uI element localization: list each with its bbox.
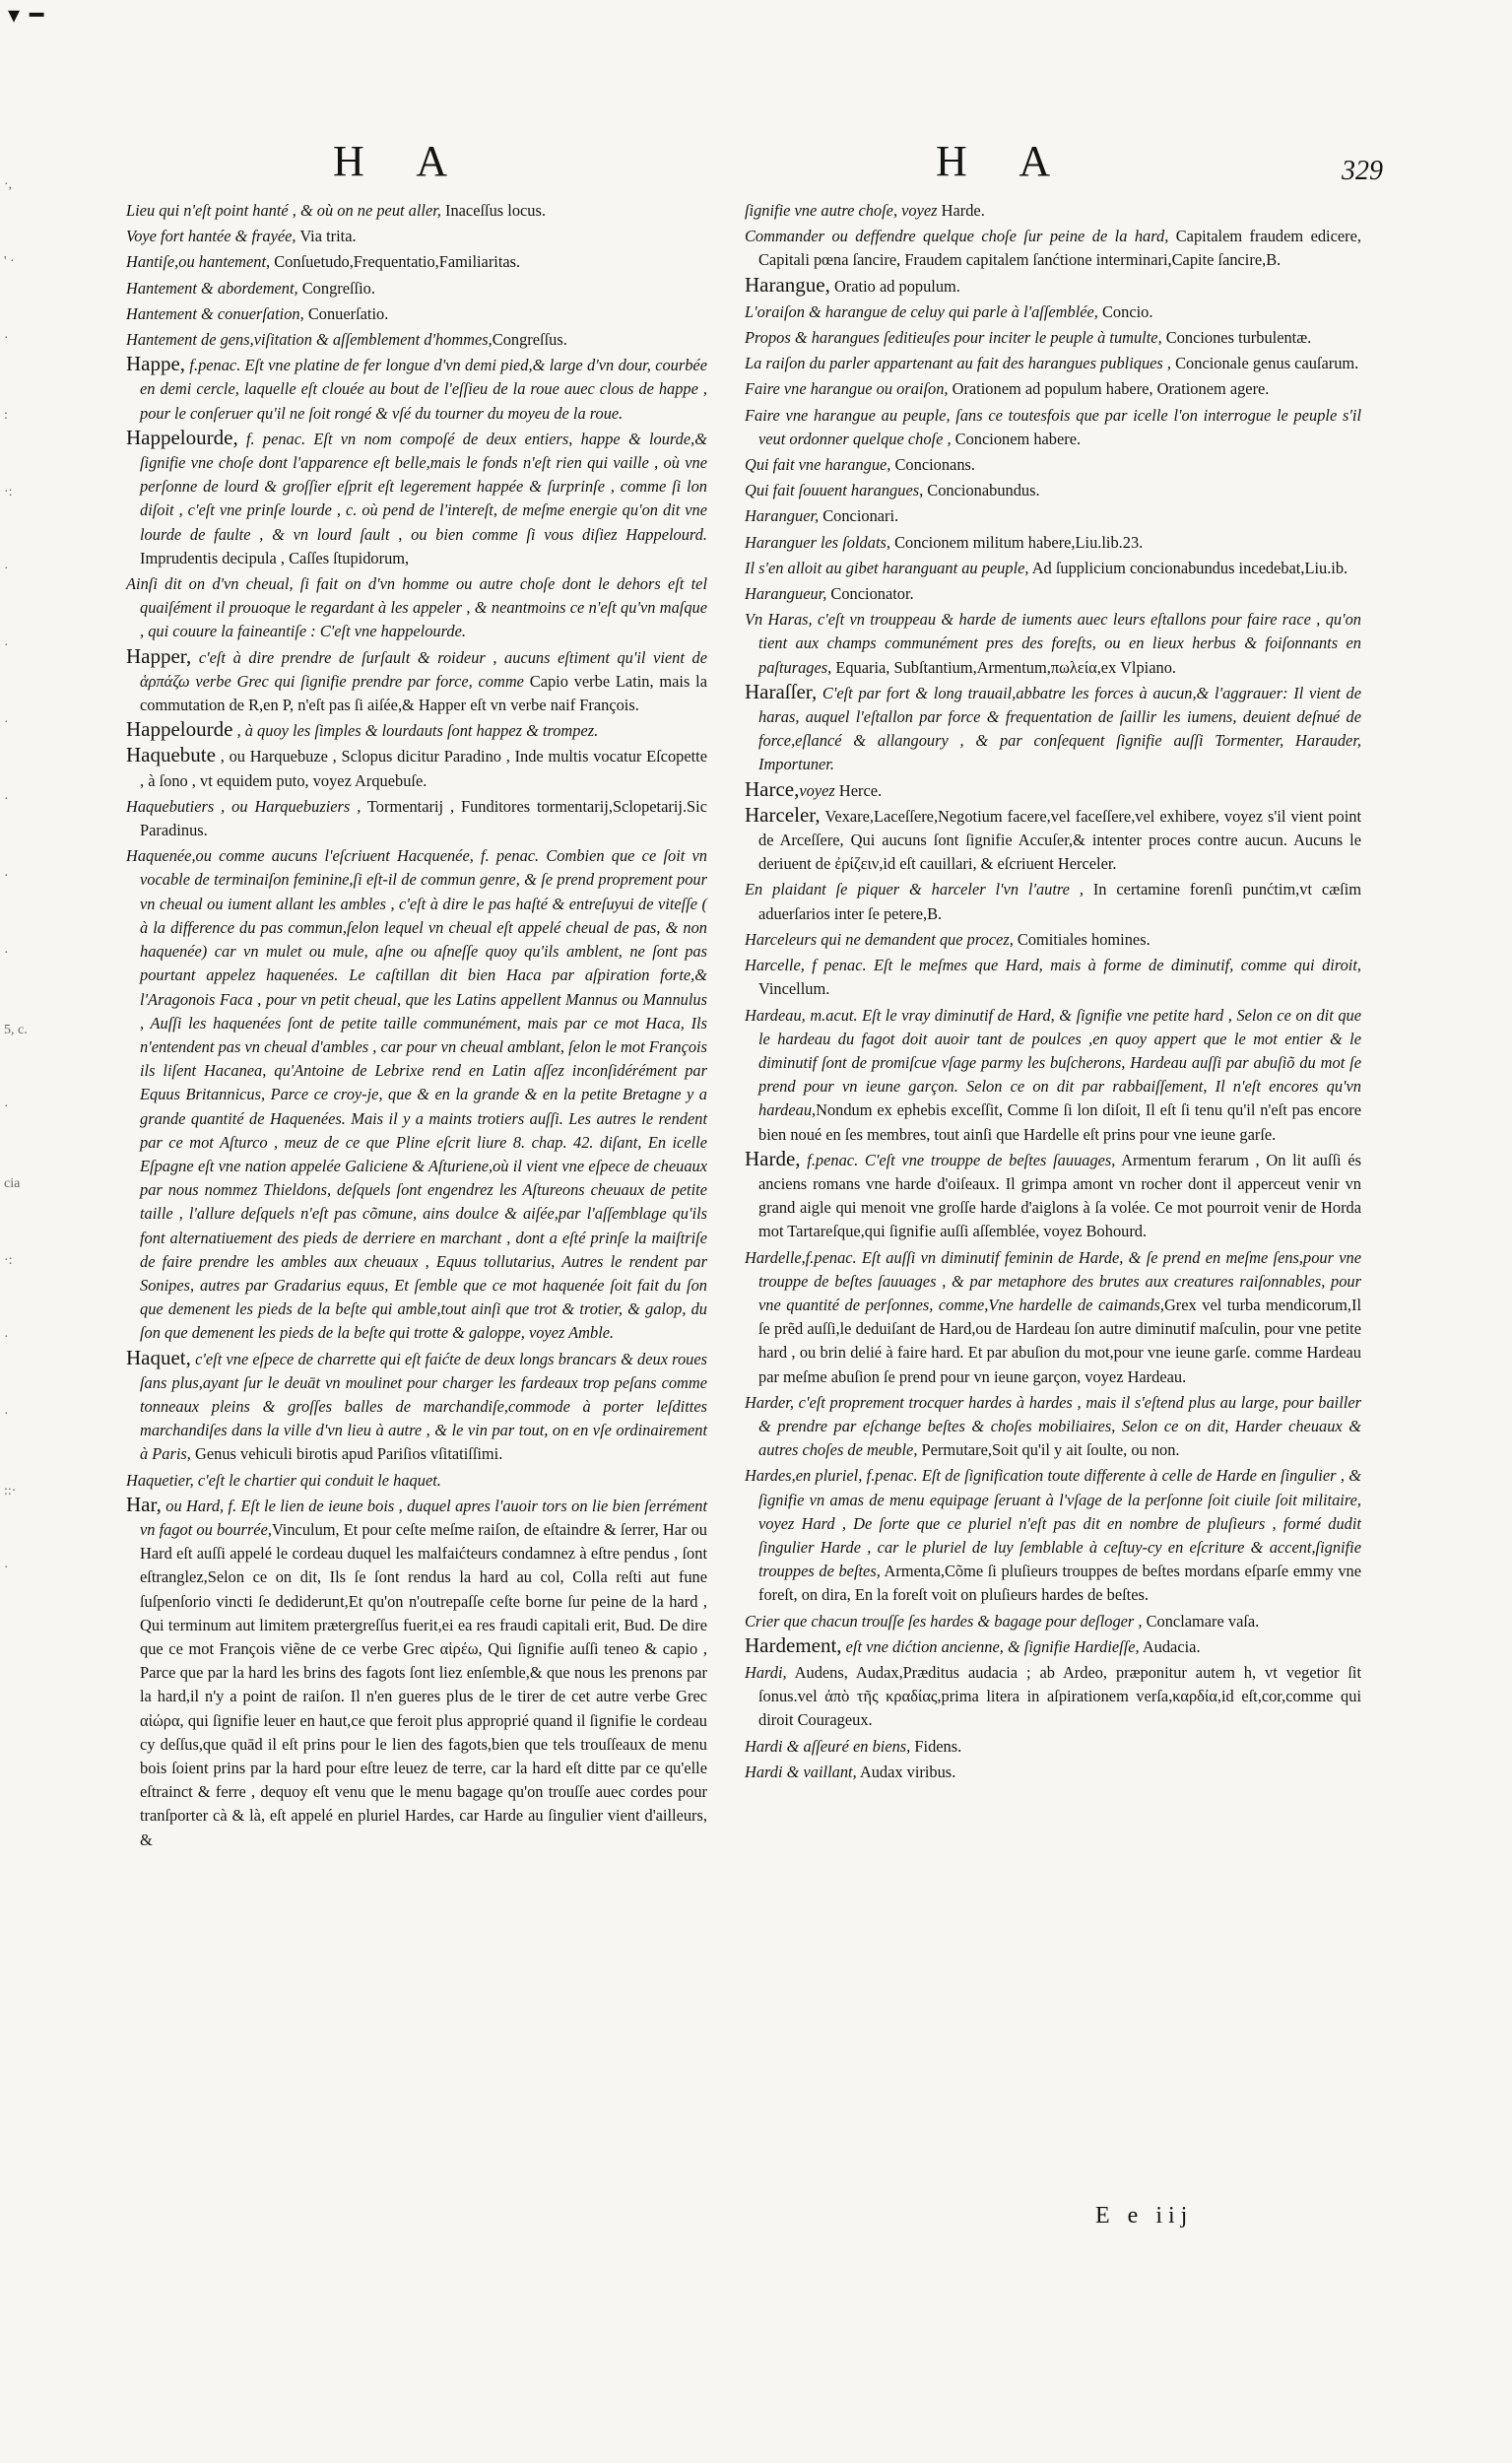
entry-latin-text: Concio.: [1097, 301, 1153, 321]
entry-french-text: Hardi & vaillant,: [745, 1762, 857, 1781]
entry-french-text: ſignifie vne autre choſe, voyez: [745, 201, 938, 220]
entry-latin-text: Vinculum, Et pour ceſte meſme raiſon, de eſtaindre & ſerrer, Har ou Hard eſt auſſi appelé le cordeau duquel les malfaićteurs condamnez à eſtre pendus , ſont eſtranglez,Selon ce on dit, Ils ſe ſont rendus la hard au col, Colla reſti aut fune ſuſpenſorio vincti ſe dediderunt,Et qu'on n'outrepaſſe ceſte borne ſur peine de la hard , Qui terminum aut limitem prætergreſſus fuerit,ei ea res fraudi capitali erit, Bud. De dire que ce mot François viẽne de ce verbe Grec αἱρέω, Qui ſignifie auſſi teneo & capio , Parce que par la hard les brins des fagots ſont liez enſemble,& que nous les prenons par la hard,il n'y a point de raiſon. Il n'en gueres plus de le tirer de cet autre verbe Grec αἰώρα, qui ſignifie leuer en haut,ce que feroit plus approprié quand il ſignifie le cordeau cy deſſus,que quād il eſt prins pour le lien des fagots,bien que tels trouſſeaux de menu bois ſoient prins par la hard pour eſtre leuez de terre, car la hard eſt ditte par ce qu'elle eſtrainct & ferre , dequoy eſt venu que le menu bagage qu'on trouſſe auec cordes pour tranſporter cà & là, eſt appelé en pluriel Hardes, car Harde au ſingulier vient d'ailleurs, &: [140, 1519, 707, 1849]
entry-latin-text: Concionem habere.: [951, 429, 1082, 448]
entry-latin-text: Imprudentis decipula , Caſſes ſtupidorum,: [140, 548, 410, 567]
dictionary-entry: [745, 926, 1361, 952]
dictionary-entry: [745, 1147, 1361, 1244]
dictionary-entry: [745, 223, 1361, 272]
entry-latin-text: Permutare,Soit qu'il y ait ſoulte, ou non.: [917, 1440, 1180, 1460]
entry-latin-text: Herce.: [834, 780, 883, 800]
dictionary-entry: [745, 1002, 1361, 1147]
entry-french-text: Propos & harangues ſeditieuſes pour inciter le peuple à tumulte,: [745, 328, 1162, 348]
entry-french-text: Il s'en alloit au gibet haranguant au peuple,: [745, 558, 1029, 577]
entry-latin-text: In certamine forenſi punćtim,vt cæſim aduerſarios inter ſe petere,B.: [758, 880, 1361, 923]
margin-mark: ·: [4, 946, 9, 961]
entry-french-text: Hantement de gens,viſitation & aſſemblement d'hommes,: [126, 330, 493, 350]
entry-latin-text: Comitiales homines.: [1013, 929, 1150, 949]
entry-latin-text: Concionator.: [826, 584, 914, 604]
entry-latin-text: Conciones turbulentæ.: [1161, 328, 1312, 348]
entry-french-text: Harcelle, f penac. Eſt le meſmes que Hard, mais à forme de diminutif, comme qui diroit,: [745, 956, 1361, 975]
entry-latin-text: Fidens.: [910, 1736, 962, 1756]
entry-french-text: Hantement & conuerſation,: [126, 303, 304, 323]
dictionary-entry: [745, 606, 1361, 680]
margin-mark: ·: [4, 1099, 9, 1114]
entry-french-text: Harangueur,: [745, 584, 827, 604]
entry-latin-text: Ad ſupplicium concionabundus incedebat,Liu.ib.: [1028, 558, 1348, 577]
entry-latin-text: , ou Harquebuze , Sclopus dicitur Paradino , Inde multis vocatur Eſcopette , à ſono , vt equidem puto, voyez Arquebuſe.: [140, 747, 707, 790]
margin-mark: ' ·: [4, 254, 15, 269]
margin-mark: cia: [4, 1176, 21, 1191]
dictionary-entry: [126, 300, 707, 326]
dictionary-entry: [745, 273, 1361, 299]
entry-headword: Harceler,: [745, 802, 821, 827]
entry-latin-text: Orationem ad populum habere, Orationem agere.: [948, 379, 1270, 399]
dictionary-entry: [745, 1633, 1361, 1659]
entry-latin-text: Conuerſatio.: [303, 303, 389, 323]
dictionary-entry: [745, 555, 1361, 580]
entry-french-text: Voye fort hantée & frayée,: [126, 227, 296, 246]
entry-headword: Haraſſer,: [745, 679, 818, 703]
entry-latin-text: Congreſſus.: [492, 330, 567, 350]
entry-latin-text: Grex vel turba mendicorum,Il ſe prẽd auſſi,le deduiſant de Hard,ou de Hardeau ſon autre diminutif maſculin, pour vne petite hard , ou brin delié à faire hard. Et par abuſion du mot,pour vne ieune garſe. comme Hardeau par meſme abuſion ſe prend pour vn ieune garçon, voyez Hardeau.: [758, 1295, 1362, 1386]
entry-headword: Hardement,: [745, 1632, 842, 1657]
entry-latin-text: Oratio ad populum.: [829, 276, 960, 296]
entry-french-text: Harder, c'eſt proprement trocquer hardes à hardes , mais il s'eſtend plus au large, pour bailler & prendre par eſchange beſtes & choſes mobiliaires, Selon ce on dit, Harder cheuaux & autres choſes de meuble,: [745, 1392, 1361, 1460]
entry-latin-text: Harde.: [937, 201, 985, 220]
margin-mark: ·,: [4, 177, 13, 192]
entry-french-text: Vn Haras, c'eſt vn trouppeau & harde de iuments auec leurs eſtallons pour faire race , qu'on tient aux champs communément pres des foreſts, ou en lieux herbus & foiſonnants en paſturages,: [745, 610, 1361, 677]
entry-french-text: C'eſt par fort & long trauail,abbatre les forces à aucun,& l'aggrauer: Il vient de haras, auquel l'eſtallon par force & frequentation de ſaillir les iumens, deuient deſnué de force,eſlancé & allangoury , & par conſequent ſignifie auſſi Tormenter, Harauder, Importuner.: [758, 683, 1361, 774]
dictionary-entry: [745, 777, 1361, 803]
entry-french-text: c'eſt à dire prendre de ſurſault & roideur , aucuns eſtiment qu'il vient de ἁρπάζω verbe Grec qui ſignifie prendre par force, comme: [140, 647, 707, 691]
margin-mark: ·: [4, 562, 9, 576]
dictionary-entry: [745, 502, 1361, 528]
dictionary-entry: [745, 477, 1361, 502]
dictionary-entry: [126, 248, 707, 274]
dictionary-entry: [126, 326, 707, 352]
dictionary-entry: [745, 375, 1361, 401]
entry-latin-text: Capitalem fraudem edicere, Capitali pœna ſancire, Fraudem capitalem ſanćtione interminari,Capite ſancire,B.: [758, 227, 1361, 270]
entry-latin-text: Congreſſio.: [297, 278, 375, 298]
entry-latin-text: Armentum ferarum , On lit auſſi és anciens romans vne harde d'oiſeaux. Il grimpa amont vn rocher dont il apperceut venir vn grand aigle qui menoit vne groſſe harde d'aiglons à ſa volée. Ce mot pourroit venir de Horda mot Tartareſque,qui ſignifie auſſi aſſemblée, voyez Bohourd.: [758, 1150, 1361, 1241]
dictionary-entry: [126, 275, 707, 300]
dictionary-entry: [126, 793, 707, 842]
entry-french-text: Haquebutiers , ou Harquebuziers ,: [126, 796, 362, 816]
margin-mark: ·: [4, 792, 9, 807]
entry-latin-text: Concionans.: [890, 455, 975, 475]
dictionary-entry: [745, 1659, 1361, 1733]
entry-french-text: La raiſon du parler appartenant au fait des harangues publiques ,: [745, 354, 1171, 373]
dictionary-entry: [745, 402, 1361, 451]
entry-french-text: Qui fait ſouuent harangues,: [745, 481, 924, 500]
dictionary-entry: [126, 352, 707, 426]
entry-french-text: Hantement & abordement,: [126, 278, 298, 298]
corner-print-mark: ▾ ━: [8, 3, 46, 29]
entry-headword: Happelourde: [126, 717, 233, 742]
margin-mark: ·: [4, 331, 9, 346]
entry-latin-text: Concionem militum habere,Liu.lib.23.: [889, 532, 1144, 552]
running-head-left: H A: [333, 137, 470, 185]
entry-french-text: c'eſt vne eſpece de charrette qui eſt faićte de deux longs brancars & deux roues ſans plus,ayant ſur le deuāt vn moulinet pour charger les fardeaux trop peſans comme tonneaux pleins & groſſes balles de marchandiſe,commode à porter leſdittes marchandiſes dans la ville d'vn lieu à autre , & le vin par tout, on en vſe ordinairement à Paris,: [140, 1349, 707, 1464]
dictionary-entry: [745, 1733, 1361, 1759]
dictionary-entry: [745, 952, 1361, 1001]
entry-headword: Haquebute: [126, 743, 216, 767]
entry-french-text: Hardeau, m.acut. Eſt le vray diminutif de Hard, & ſignifie vne petite hard , Selon ce on dit que le hardeau du fagot doit auoir tant de poulces ,en quoy appert que le mot entier & le diminutif ſont de promiſcue vſage parmy les buſcherons, Hardeau auſſi par abuſiõ du mot ſe prend pour vn ieune garçon. Selon ce on dit par rabbaiſſement, Il n'eſt encores qu'vn hardeau,: [745, 1005, 1361, 1120]
dictionary-entry: [745, 529, 1361, 555]
margin-mark: ::·: [4, 1484, 17, 1498]
dictionary-entry: [126, 743, 707, 792]
entry-latin-text: Armenta,Cõme ſi pluſieurs trouppes de beſtes mordans eſparſe emmy vne foreſt, on dira, En la foreſt voit on pluſieurs hardes de beſtes.: [758, 1562, 1361, 1605]
entry-latin-text: Concionale genus cauſarum.: [1171, 354, 1359, 373]
dictionary-entry: [745, 1462, 1361, 1607]
margin-mark: ·: [4, 1561, 9, 1575]
dictionary-entry: [126, 1346, 707, 1467]
margin-mark: ·:: [4, 1253, 13, 1268]
dictionary-entry: [745, 580, 1361, 606]
dictionary-entry: [745, 1608, 1361, 1633]
entry-headword: Happe,: [126, 352, 186, 376]
entry-headword: Harangue,: [745, 272, 830, 297]
margin-mark: 5, c.: [4, 1023, 28, 1037]
entry-french-text: Crier que chacun trouſſe ſes hardes & bagage pour deſloger ,: [745, 1611, 1143, 1631]
entry-french-text: Hardes,en pluriel, f.penac. Eſt de ſignification toute differente à celle de Harde en ſingulier , & ſignifie vn amas de menu equipage ſeruant à l'vſage de la perſonne ſoit ciuile ſoit militaire, voyez Hard , De ſorte que ce pluriel n'eſt pas dit en nombre de pluſieurs , formé dudit ſingulier Harde , car le pluriel de luy ſemblable à ceſtuy-cy en eſcriture & accent,ſignifie trouppes de beſtes,: [745, 1466, 1361, 1581]
dictionary-entry: [126, 570, 707, 644]
printer-signature: E e iij: [1095, 2203, 1194, 2229]
right-column: [745, 197, 1361, 1784]
dictionary-entry: [745, 876, 1361, 925]
entry-latin-text: Concionabundus.: [923, 481, 1040, 500]
dictionary-entry: [745, 1389, 1361, 1463]
entry-headword: Happer,: [126, 643, 192, 668]
dictionary-entry: [126, 1493, 707, 1852]
margin-mark: :: [4, 408, 8, 423]
entry-headword: Haquet,: [126, 1345, 191, 1369]
dictionary-entry: [745, 324, 1361, 350]
entry-french-text: ou Hard, f. Eſt le lien de ieune bois , duquel apres l'auoir tors on lie bien ſerrément vn fagot ou bourrée,: [140, 1496, 707, 1539]
dictionary-entry: [745, 451, 1361, 477]
dictionary-entry: [126, 842, 707, 1345]
entry-french-text: Faire vne harangue au peuple, ſans ce toutesfois que par icelle l'on interrogue le peuple s'il veut ordonner quelque choſe ,: [745, 405, 1361, 448]
dictionary-entry: [126, 1467, 707, 1493]
entry-french-text: Lieu qui n'eſt point hanté , & où on ne peut aller,: [126, 201, 441, 220]
entry-french-text: Hardi,: [745, 1662, 787, 1682]
entry-french-text: Faire vne harangue ou oraiſon,: [745, 379, 949, 399]
dictionary-entry: [126, 426, 707, 570]
dictionary-entry: [126, 644, 707, 718]
margin-mark: ·: [4, 715, 9, 730]
entry-french-text: Harceleurs qui ne demandent que procez,: [745, 929, 1014, 949]
entry-latin-text: Via trita.: [296, 227, 357, 246]
entry-headword: Har,: [126, 1492, 162, 1516]
running-head-right: H A: [936, 137, 1073, 185]
entry-french-text: En plaidant ſe piquer & harceler l'vn l'autre ,: [745, 880, 1084, 899]
entry-french-text: f.penac. C'eſt vne trouppe de beſtes ſauuages,: [800, 1150, 1116, 1169]
entry-latin-text: Audens, Audax,Præditus audacia ; ab Ardeo, præponitur autem h, vt vegetior ſit ſonus.vel ἀπὸ τῆς κραδίας,prima litera in aſpirationem verſa,καρδία,id eſt,cor,comme qui diroit Courageux.: [758, 1662, 1361, 1730]
entry-headword: Happelourde,: [126, 425, 238, 449]
entry-french-text: Haranguer,: [745, 506, 820, 526]
dictionary-entry: [745, 1244, 1361, 1389]
entry-latin-text: Audacia.: [1139, 1636, 1201, 1656]
entry-french-text: f. penac. Eſt vn nom compoſé de deux entiers, happe & lourde,& ſignifie vne choſe dont l'apparence eſt belle,mais le fonds n'eſt rien qui vaille , où vne perſonne de lourd & groſſier eſprit eſt legerement happée & ſurprinſe , comme ſi lon diſoit , c'eſt vne prinſe lourde , c. où pend de l'intereſt, de meſme energie qu'on dit vne lourde de faulte , & vn lourd ſault , ou bien comme ſi vous diſiez Happelourd.: [140, 429, 707, 544]
entry-latin-text: Audax viribus.: [856, 1762, 956, 1781]
entry-latin-text: Vincellum.: [758, 979, 830, 999]
entry-french-text: Hardelle,f.penac. Eſt auſſi vn diminutif feminin de Harde, & ſe prend en meſme ſens,pour vne trouppe de beſtes ſauuages , & par metaphore des brutes aux creatures raiſonnables, pour vne quantité de perſonnes, comme,Vne hardelle de caimands,: [745, 1247, 1361, 1314]
entry-french-text: Haquenée,ou comme aucuns l'eſcriuent Hacquenée, f. penac. Combien que ce ſoit vn vocable de terminaiſon feminine,ſi eſt-il de commun genre, & ſe prend proprement pour vn cheual ou iument allant les ambles , c'eſt à dire le pas haſté & entreſuyui de viteſſe ( à la difference du pas commun,ſelon lequel vn cheual eſt appelé cheual de pas, & non haquenée) car vn mulet ou mule, aſne ou aſneſſe quoy qu'ils amblent, ne ſont pas pourtant appelez haquenées. Le caſtillan dit bien Haca par aſpiration forte,& l'Aragonois Faca , pour vn petit cheual, que les Latins appellent Mannus ou Mannulus , Auſſi les haquenées ſont de petite taille communément, mais par ce mot Haca, Ils n'entendent pas vn cheual d'ambles , car pour vn cheual amblant, ſelon le mot François ils liſent Hacanea, qu'Antoine de Lebrixe rend en Latin aſſez inconſidérément par Equus Britannicus, Parce ce croy-je, que & en la grande & en la petite Bretagne y a grande quantité de Haquenées. Mais il y a maints trotiers auſſi. Les autres le rendent par ce mot Aſturco , meuz de ce que Pline eſcrit liure 8. chap. 42. diſant, En icelle Eſpagne eſt vne nation appelée Galiciene & Aſturiene,où il vient vne eſpece de cheuaux par nous nommez Thieldons, deſquels ſont engendrez les Aſtureons cheuaux de petite taille , l'allure deſquels n'eſt pas cõmune, ains doulce & aiſée,par l'aſſemblage qu'ils font alternatiuement des pieds de derriere en marchant , dont a eſté prinſe la maiſtriſe de faire prendre les ambles aux cheuaux , Equus tollutarius, Autres le rendent par Sonipes, autres par Gradarius equus, Et ſemble que ce mot haquenée ſoit fait du ſon que demenent les pieds de la beſte qui amble,tout ainſi que trot & trotier, & galop, du ſon que demenent les pieds de la beſte qui trotte & galoppe, voyez Amble.: [126, 846, 707, 1343]
margin-mark: ·: [4, 638, 9, 653]
entry-french-text: Haquetier, c'eſt le chartier qui conduit le haquet.: [126, 1470, 441, 1490]
entry-french-text: Hardi & aſſeuré en biens,: [745, 1736, 911, 1756]
dictionary-entry: [126, 197, 707, 223]
left-column: [126, 197, 707, 1852]
entry-headword: Harde,: [745, 1146, 801, 1170]
entry-latin-text: Equaria, Subſtantium,Armentum,πωλεία,ex Vlpiano.: [831, 657, 1176, 677]
margin-mark: ·: [4, 869, 9, 884]
dictionary-entry: [745, 197, 1361, 223]
entry-french-text: Qui fait vne harangue,: [745, 455, 891, 475]
left-margin-marks: [4, 177, 33, 1655]
entry-latin-text: Concionari.: [819, 506, 899, 526]
entry-french-text: eſt vne dićtion ancienne, & ſignifie Hardieſſe,: [841, 1636, 1140, 1656]
dictionary-entry: [745, 680, 1361, 777]
dictionary-entry: [126, 223, 707, 248]
entry-french-text: L'oraiſon & harangue de celuy qui parle à l'aſſemblée,: [745, 301, 1098, 321]
dictionary-entry: [745, 299, 1361, 324]
entry-french-text: , à quoy les ſimples & lourdauts ſont happez & trompez.: [232, 721, 599, 741]
entry-french-text: Commander ou deffendre quelque choſe ſur peine de la hard,: [745, 227, 1169, 246]
entry-french-text: Hantiſe,ou hantement,: [126, 252, 271, 272]
entry-latin-text: Genus vehiculi birotis apud Pariſios vſitatiſſimi.: [190, 1444, 503, 1464]
dictionary-entry: [745, 350, 1361, 375]
entry-latin-text: Nondum ex ephebis exceſſit, Comme ſi lon diſoit, Il eſt ſi tenu qu'il n'eſt pas encore bien noué en ſes membres, tout ainſi que Hardelle eſt prins pour vne ieune garſe.: [758, 1100, 1361, 1144]
entry-latin-text: Conſuetudo,Frequentatio,Familiaritas.: [270, 252, 521, 272]
entry-headword: Harce,: [745, 776, 800, 801]
entry-latin-text: Vexare,Laceſſere,Negotium facere,vel faceſſere,vel exhibere, voyez s'il vient point de Arceſſere, Qui aucuns ſont ſignifie Accuſer,& intenter proces contre aucun. Aucuns le deriuent de ἐρίζειν,id eſt cauillari, & eſcriuent Herceler.: [758, 806, 1361, 874]
entry-french-text: f.penac. Eſt vne platine de fer longue d'vn demi pied,& large d'vn dour, courbée en demi cercle, laquelle eſt clouée au bout de l'eſſieu de la roue auec clous de happe , pour le conſeruer qu'il ne ſoit rongé & vſé du tourner du moyeu de la roue.: [140, 356, 707, 423]
dictionary-entry: [745, 803, 1361, 877]
entry-french-text: voyez: [799, 780, 835, 800]
entry-latin-text: Conclamare vaſa.: [1142, 1611, 1260, 1631]
entry-french-text: Ainſi dit on d'vn cheual, ſi fait on d'vn homme ou autre choſe dont le dehors eſt tel quaiſément il prouoque le regardant à les appeler , & neantmoins ce n'eſt qu'vn maſque , qui couure la faineantiſe : C'eſt vne happelourde.: [126, 574, 707, 641]
dictionary-entry: [126, 717, 707, 743]
page-number: 329: [1342, 156, 1383, 186]
entry-french-text: Haranguer les ſoldats,: [745, 532, 890, 552]
margin-mark: ·: [4, 1407, 9, 1422]
entry-latin-text: Inaceſſus locus.: [440, 201, 546, 220]
dictionary-entry: [745, 1759, 1361, 1784]
entry-latin-text: Tormentarij , Funditores tormentarij,Sclopetarij.Sic Paradinus.: [140, 796, 707, 840]
margin-mark: ·: [4, 1330, 9, 1345]
entry-latin-text: Capio verbe Latin, mais la commutation de R,en P, n'eſt pas ſi aiſée,& Happer eſt vn verbe naif François.: [140, 671, 707, 715]
margin-mark: ·:: [4, 485, 13, 499]
